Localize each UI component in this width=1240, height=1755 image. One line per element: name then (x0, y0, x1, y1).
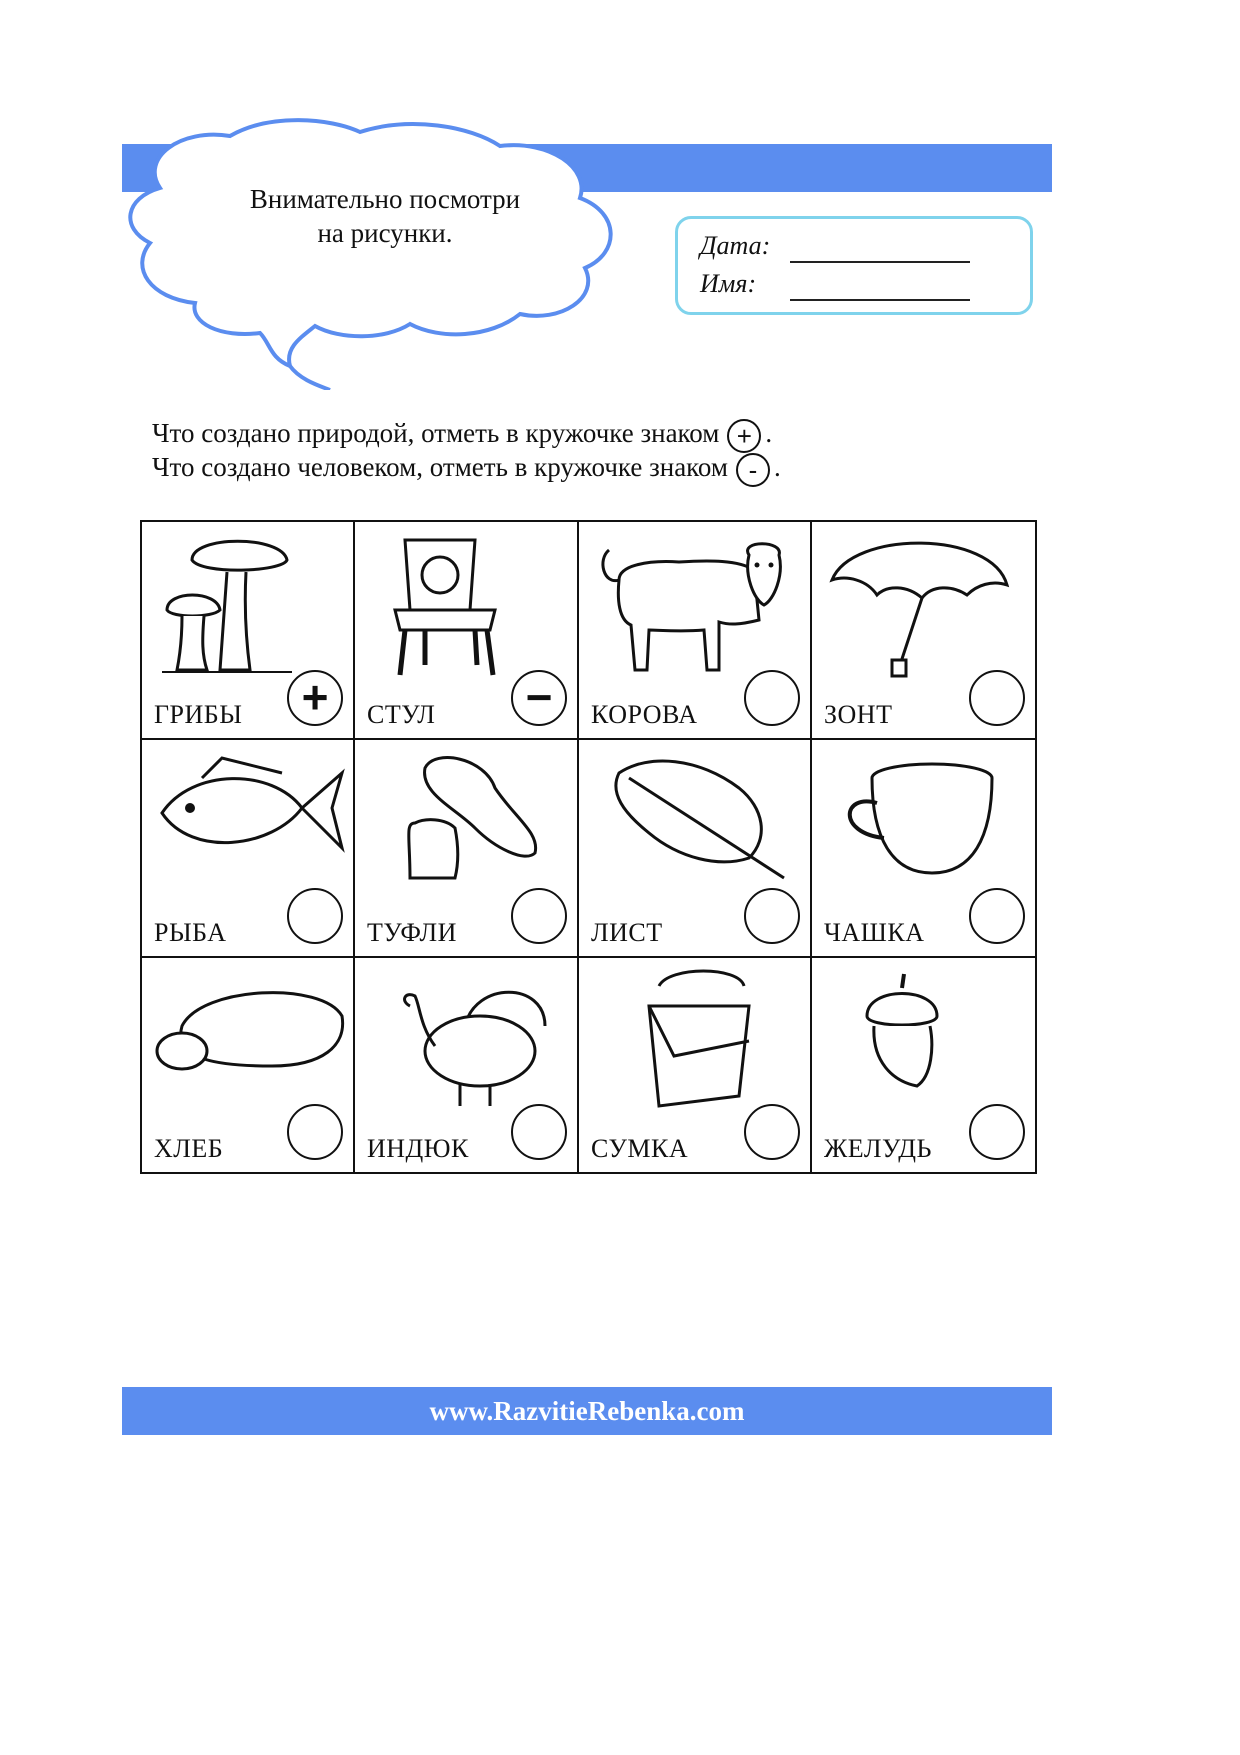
name-row (700, 269, 756, 299)
cell-bread (142, 958, 355, 1172)
date-label: Дата: (700, 231, 771, 260)
cell-chair (355, 522, 579, 740)
umbrella-icon (822, 530, 1012, 680)
cloud-line-2: на рисунки. (317, 218, 453, 248)
answer-circle[interactable] (969, 670, 1025, 726)
acorn-icon (822, 966, 1012, 1116)
cell-turkey (355, 958, 579, 1172)
cow-icon (589, 530, 799, 680)
name-label: Имя: (700, 269, 757, 298)
bag-icon (589, 966, 789, 1116)
leaf-icon (589, 748, 789, 898)
cell-cow (579, 522, 812, 740)
instruction-human-end: . (774, 452, 781, 482)
cell-mushroom (142, 522, 355, 740)
cloud-text (175, 182, 595, 250)
date-row (700, 231, 770, 261)
cell-label: СУМКА (591, 1134, 689, 1163)
answer-circle[interactable]: − (511, 670, 567, 726)
instruction-nature-end: . (765, 418, 773, 448)
cell-fish (142, 740, 355, 958)
answer-circle[interactable] (969, 888, 1025, 944)
bread-icon (152, 966, 347, 1116)
instruction-human-text: Что создано человеком, отметь в кружочке знаком (152, 452, 728, 482)
answer-circle[interactable] (744, 1104, 800, 1160)
answer-circle[interactable] (744, 888, 800, 944)
cell-acorn (812, 958, 1035, 1172)
instruction-nature-text: Что создано природой, отметь в кружочке знаком (152, 418, 720, 448)
cell-cup (812, 740, 1035, 958)
date-field[interactable] (790, 261, 970, 263)
cup-icon (822, 748, 1012, 898)
cell-bag (579, 958, 812, 1172)
name-field[interactable] (790, 299, 970, 301)
cell-shoes (355, 740, 579, 958)
instruction-nature (152, 418, 772, 453)
cell-label: ГРИБЫ (154, 700, 243, 729)
answer-circle[interactable]: + (287, 670, 343, 726)
cell-label: ЖЕЛУДЬ (824, 1134, 932, 1163)
cell-umbrella (812, 522, 1035, 740)
mushroom-icon (152, 530, 302, 680)
answer-circle[interactable] (511, 1104, 567, 1160)
minus-symbol: - (736, 453, 770, 487)
cloud-line-1: Внимательно посмотри (249, 184, 521, 214)
answer-circle[interactable] (744, 670, 800, 726)
shoe-icon (365, 748, 555, 898)
answer-circle[interactable] (969, 1104, 1025, 1160)
footer-band (122, 1387, 1052, 1435)
instruction-human (152, 452, 781, 487)
cell-label: КОРОВА (591, 700, 698, 729)
cell-label: СТУЛ (367, 700, 436, 729)
answer-circle[interactable] (287, 1104, 343, 1160)
cell-leaf (579, 740, 812, 958)
chair-icon (365, 530, 515, 680)
cell-label: ЗОНТ (824, 700, 893, 729)
cell-label: ТУФЛИ (367, 918, 457, 947)
cloud-bubble (120, 118, 640, 390)
cell-label: РЫБА (154, 918, 227, 947)
turkey-icon (365, 966, 555, 1116)
answer-circle[interactable] (287, 888, 343, 944)
answer-circle[interactable] (511, 888, 567, 944)
cell-label: ХЛЕБ (154, 1134, 224, 1163)
picture-grid (140, 520, 1037, 1174)
plus-symbol: + (727, 419, 761, 453)
fish-icon (152, 748, 347, 898)
cell-label: ЛИСТ (591, 918, 663, 947)
cell-label: ИНДЮК (367, 1134, 469, 1163)
footer-site[interactable]: www.RazvitieRebenka.com (429, 1396, 745, 1426)
cell-label: ЧАШКА (824, 918, 925, 947)
date-name-box (675, 216, 1033, 315)
